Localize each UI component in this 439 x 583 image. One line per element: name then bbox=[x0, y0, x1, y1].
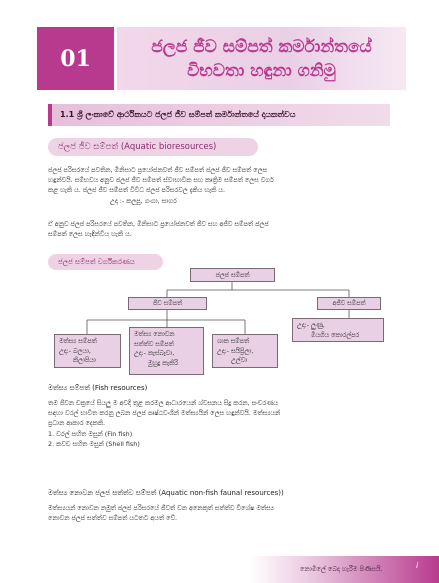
node-line: කිලාපියා bbox=[73, 357, 96, 364]
text-line: ජලජ පරිසරයේ පවතින, මිනිසාට ප්‍රයෝජනවත් ජීව සම්පත් ජලජ ජීව සම්පත් ලෙස bbox=[48, 166, 268, 174]
fish-resources-heading: මත්ස්‍ය සම්පත් (Fish resources) bbox=[48, 384, 148, 392]
chapter-title-line-1: ජලජ ජීව සම්පත් කර්මාන්තයේ bbox=[151, 36, 372, 57]
node-line: මත්ස්‍ය නොවන bbox=[134, 331, 175, 338]
text-line: තම ජීවන චක්‍රයේ සියලු ම අවදි තුළ කරමල ආධාරයෙන් ශ්වසනය සිදු කරන, සංචරණය bbox=[48, 399, 279, 407]
fish-resources-paragraph bbox=[48, 398, 394, 449]
node-line: උදා:- ලුණු, bbox=[297, 322, 325, 329]
node-line: උල්වා bbox=[231, 357, 248, 364]
node-line: මියගිය කොරල්පර bbox=[311, 331, 360, 339]
text-line: සඳහා වරල් භාවිත කරනු ලබන ජලජ පෘෂ්ඨවංශීන් මත්ස්‍යයින් ලෙස හඳුන්වයි. මත්ස්‍යයන් bbox=[48, 409, 281, 418]
node-line: සත්ත්ව සම්පත් bbox=[134, 340, 174, 348]
footer-text: නොමිලේ බෙදා හැරීම පිණිසයි. bbox=[300, 565, 383, 573]
tree-node-nonfish-resources bbox=[129, 327, 204, 375]
node-line: උදා:- කැස්බෑවා, bbox=[134, 350, 175, 357]
aquatic-bioresources-heading: ජලජ ජීව සම්පත් (Aquatic bioresources) bbox=[48, 138, 258, 156]
tree-node-fish-resources bbox=[54, 334, 121, 368]
node-line: මත්ස්‍ය සම්පත් bbox=[59, 338, 97, 345]
text-line: නොවන ජලජ සත්ත්ව සම්පත් යටතට අයත් වේ. bbox=[48, 514, 178, 523]
node-line: මුහුදු කැකිරි bbox=[148, 359, 179, 367]
tree-node-aquatic-resources: ජලජ සම්පත් bbox=[190, 268, 275, 282]
page-number: i bbox=[416, 561, 419, 570]
text-line: කළ හැකි ය. ජලජ ජීව සම්පත් විවිධ ජලජ පරිසරවල දැකිය හැකි ය. bbox=[48, 186, 226, 195]
tree-node-living-resources: ජීව සම්පත් bbox=[128, 297, 207, 310]
text-line: මත්ස්‍යයන් නොවන නමුත් ජලජ පරිසරයේ ජීවත් වන අනෙකුත් සත්ත්ව විශේෂ මත්ස්‍ය bbox=[48, 504, 274, 512]
example-line: උදා :- කලපු, ගංගා, සාගර bbox=[110, 196, 177, 205]
classification-heading: ජලජ සම්පත් වර්ගීකරණය bbox=[48, 254, 163, 270]
text-line: සම්පත් ලෙස හැඳින්විය හැකි ය. bbox=[48, 230, 132, 239]
nonfish-resources-heading: මත්ස්‍ය නොවන ජලජ සත්ත්ව සම්පත් (Aquatic non-fish faunal resources)) bbox=[48, 489, 284, 497]
node-line: උදා:- සයිප්‍රිලා, bbox=[217, 347, 254, 355]
tree-node-nonliving-example bbox=[292, 318, 384, 342]
chapter-number: 01 bbox=[37, 27, 114, 90]
tree-node-plant-resources bbox=[212, 334, 278, 368]
tree-node-nonliving-resources: අජීව සම්පත් bbox=[317, 297, 381, 310]
text-line: හඳුන්වයි. සම්භවය අනුව ජලජ ජීව සම්පත් ස්වාභාවික සහ කෘත්‍රිම සම්පත් ලෙස වර්ග bbox=[48, 176, 274, 185]
nonfish-resources-paragraph bbox=[48, 503, 394, 523]
text-line: ප්‍රධාන ආකාර දෙකකි. bbox=[48, 419, 106, 428]
section-heading: 1.1 ශ්‍රී ලංකාවේ ආර්ථිකයට ජලජ ජීව සම්පත් කර්මාන්තයේ දායකත්වය bbox=[48, 104, 390, 126]
list-item: 2. කවච සහිත මසුන් (Shell fish) bbox=[48, 439, 140, 448]
node-line: ශාක සම්පත් bbox=[217, 338, 250, 345]
list-item: 1. වරල් සහිත මසුන් (Fin fish) bbox=[48, 429, 133, 438]
text-line: ඒ අනුව ජලජ පරිසරයේ පවතින, මිනිසාට ප්‍රයෝජනවත් ජීව සහ අජීව සම්පත් ජලජ bbox=[48, 220, 269, 228]
chapter-title-line-2: විභවතා හඳුනා ගනිමු bbox=[187, 60, 336, 81]
node-line: උදා:- බලයා, bbox=[59, 347, 91, 355]
